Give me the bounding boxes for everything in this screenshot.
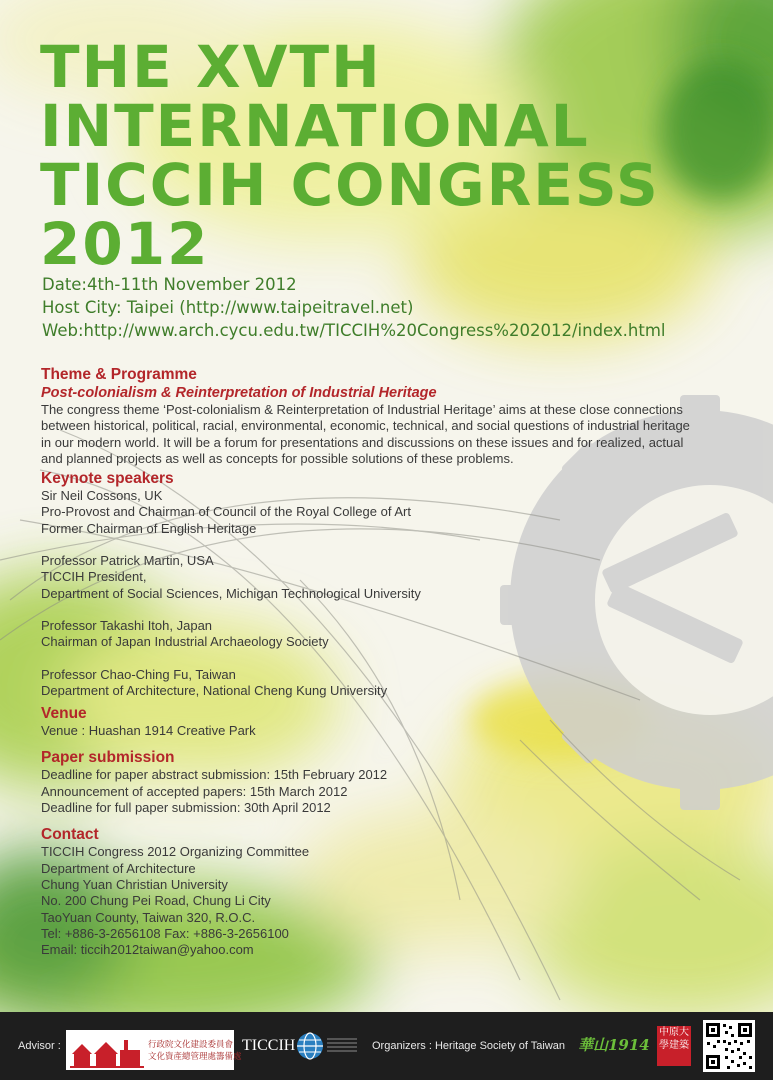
speaker-line: Chairman of Japan Industrial Archaeology Society — [41, 634, 329, 650]
advisor-org-line: 文化資產總管理處籌備處 — [148, 1051, 242, 1061]
contact-line: TaoYuan County, Taiwan 320, R.O.C. — [41, 909, 256, 925]
theme-paragraph — [41, 402, 751, 467]
speaker-block — [41, 667, 751, 700]
theme-subtitle: Post-colonialism & Reinterpretation of Industrial Heritage — [41, 385, 437, 401]
advisor-org-line: 行政院文化建設委員會 — [148, 1039, 234, 1049]
keynote-heading: Keynote speakers — [41, 470, 174, 488]
speaker-line: Department of Social Sciences, Michigan Technological University — [41, 585, 421, 601]
huashan-logo: 華山1914 — [578, 1036, 650, 1054]
paper-line: Deadline for paper abstract submission: 15th February 2012 — [41, 767, 388, 783]
speaker-line: Professor Takashi Itoh, Japan — [41, 617, 213, 633]
ticcih-tagline-decoration — [327, 1036, 357, 1054]
contact-email-link[interactable]: Email: ticcih2012taiwan@yahoo.com — [41, 942, 254, 958]
paragraph-line: between historical, political, racial, environmental, economic, technical, and social questions of industrial heritage — [41, 418, 690, 434]
contact-line: No. 200 Chung Pei Road, Chung Li City — [41, 893, 271, 909]
speaker-line: TICCIH President, — [41, 569, 147, 585]
speaker-block — [41, 553, 751, 602]
speaker-block — [41, 618, 751, 651]
event-info — [42, 273, 666, 342]
title-line: TICCIH CONGRESS — [40, 151, 660, 219]
advisor-label: Advisor : — [18, 1040, 61, 1052]
venue-line: Venue : Huashan 1914 Creative Park — [41, 723, 256, 739]
speaker-line: Pro-Provost and Chairman of Council of the Royal College of Art — [41, 504, 411, 520]
speaker-line: Sir Neil Cossons, UK — [41, 488, 163, 504]
venue-heading: Venue — [41, 705, 87, 723]
paragraph-line: The congress theme ‘Post-colonialism & Reinterpretation of Industrial Heritage’ aims at these close connections — [41, 402, 683, 417]
speaker-line: Former Chairman of English Heritage — [41, 520, 257, 536]
website-link[interactable]: Web:http://www.arch.cycu.edu.tw/TICCIH%20Congress%202012/index.html — [42, 321, 666, 340]
organizers-label: Organizers : Heritage Society of Taiwan — [372, 1040, 565, 1052]
theme-heading: Theme & Programme — [41, 366, 197, 383]
paper-heading: Paper submission — [41, 749, 175, 767]
event-date: Date:4th-11th November 2012 — [42, 275, 297, 294]
paper-line: Announcement of accepted papers: 15th March 2012 — [41, 783, 348, 799]
sponsor-footer — [0, 1012, 773, 1080]
speaker-line: Professor Chao-Ching Fu, Taiwan — [41, 666, 236, 682]
title-line: 2012 — [40, 210, 210, 278]
advisor-logo — [66, 1030, 242, 1070]
paragraph-line: in our modern world. It will be a forum for presentations and discussions on these issues and for realized, actual — [41, 434, 684, 450]
contact-line: Department of Architecture — [41, 860, 196, 876]
speaker-line: Department of Architecture, National Cheng Kung University — [41, 682, 388, 698]
university-seal: 中原大學建築 — [657, 1026, 691, 1066]
contact-line: TICCIH Congress 2012 Organizing Committee — [41, 844, 310, 860]
contact-line: Chung Yuan Christian University — [41, 876, 228, 892]
contact-heading: Contact — [41, 826, 99, 844]
title-line: THE XVTH — [40, 33, 382, 101]
speaker-block — [41, 488, 751, 537]
qr-code-icon[interactable] — [703, 1020, 755, 1072]
speaker-line: Professor Patrick Martin, USA — [41, 553, 214, 569]
paragraph-line: and planned projects as well as concepts for possible solutions of these problems. — [41, 450, 514, 466]
title-line: INTERNATIONAL — [40, 92, 590, 160]
ticcih-logo-text: TICCIH — [242, 1037, 296, 1054]
congress-title — [40, 33, 660, 278]
host-city-link[interactable]: Host City: Taipei (http://www.taipeitravel.net) — [42, 298, 414, 317]
building-icon — [68, 1030, 146, 1070]
contact-line: Tel: +886-3-2656108 Fax: +886-3-2656100 — [41, 925, 289, 941]
globe-icon — [296, 1032, 324, 1060]
main-content — [41, 366, 751, 958]
paper-line: Deadline for full paper submission: 30th April 2012 — [41, 800, 331, 816]
